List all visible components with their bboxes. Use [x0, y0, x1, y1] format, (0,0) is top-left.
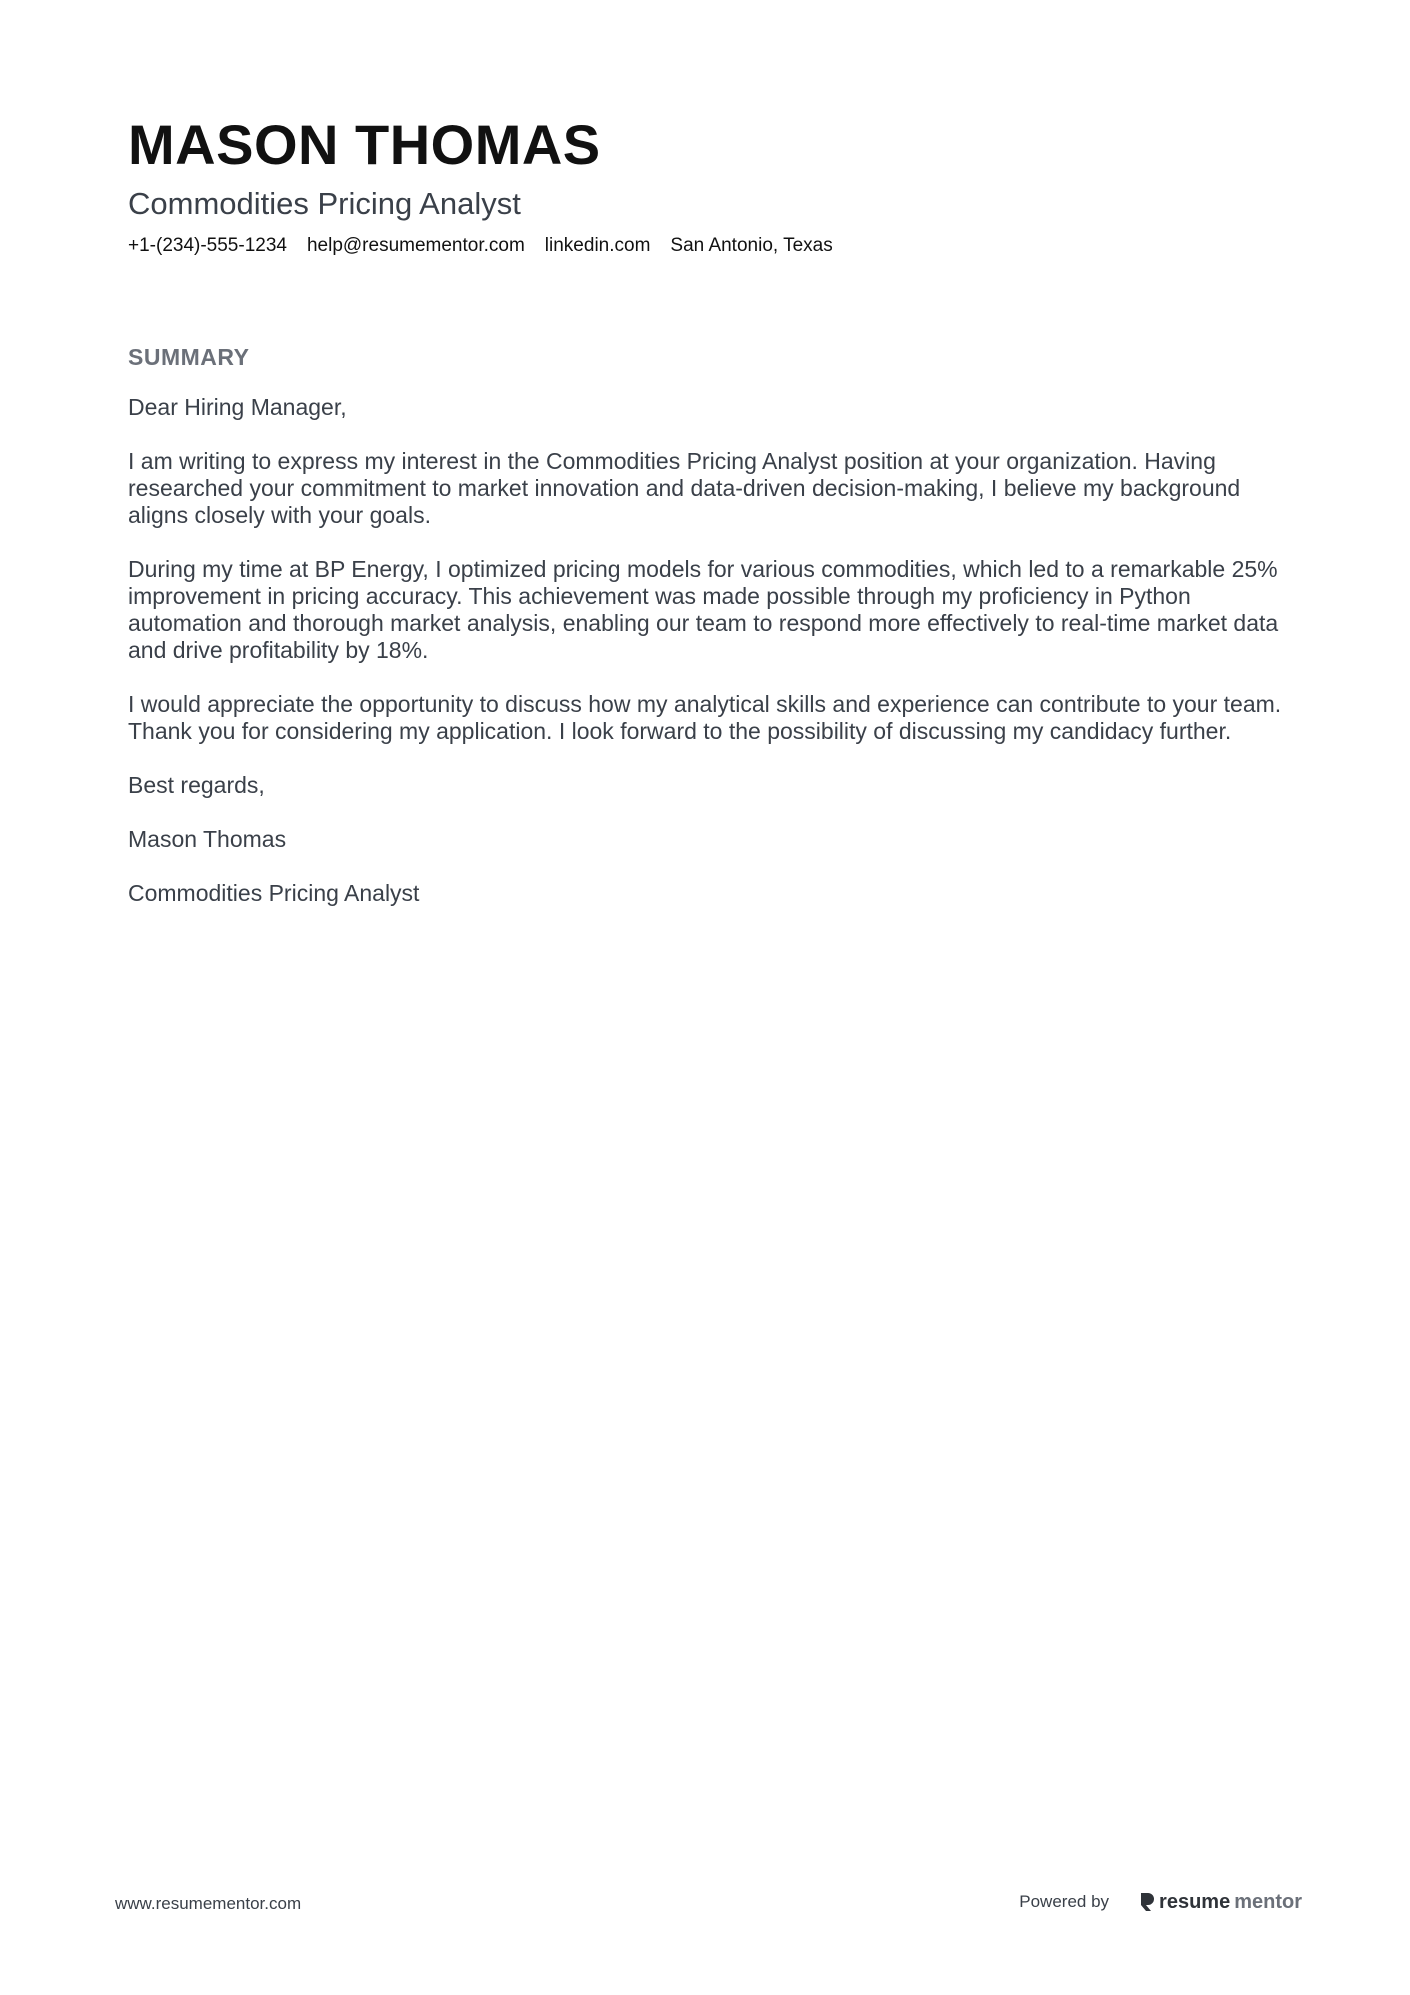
powered-by-label: Powered by: [1019, 1892, 1110, 1911]
phone-number: +1-(234)-555-1234: [128, 235, 287, 256]
signature-title: Commodities Pricing Analyst: [128, 880, 420, 906]
letter-paragraph: I would appreciate the opportunity to discuss how my analytical skills and experience can contribute to your team. Thank you for considering my application. I look forward to the possibility of discussing my candidacy further.: [128, 691, 1282, 744]
resumementor-logo-icon: [1139, 1892, 1155, 1912]
footer-website: www.resumementor.com: [115, 1894, 302, 1913]
salutation: Dear Hiring Manager,: [128, 394, 347, 420]
letter-body: [128, 394, 1298, 907]
summary-section: [128, 342, 1298, 934]
header: [128, 110, 1288, 258]
letter-paragraph: During my time at BP Energy, I optimized pricing models for various commodities, which led to a remarkable 25% improvement in pricing accuracy. This achievement was made possible through my proficiency in Python automation and thorough market analysis, enabling our team to respond more effectively to real-time market data and drive profitability by 18%.: [128, 556, 1279, 663]
job-title: Commodities Pricing Analyst: [128, 186, 521, 221]
brand-name-part2: mentor: [1234, 1891, 1302, 1913]
footer-branding: [1019, 1890, 1302, 1914]
contact-info: [128, 234, 1288, 258]
brand-logo: [1139, 1890, 1302, 1914]
brand-name-part1: resume: [1159, 1891, 1231, 1913]
signature-name: Mason Thomas: [128, 826, 287, 852]
candidate-name: MASON THOMAS: [128, 113, 601, 176]
email-address: help@resumementor.com: [306, 235, 525, 256]
section-heading-summary: SUMMARY: [128, 344, 250, 370]
location: San Antonio, Texas: [670, 235, 833, 256]
linkedin-link: linkedin.com: [544, 235, 651, 256]
letter-paragraph: I am writing to express my interest in the Commodities Pricing Analyst position at your organization. Having researched your commitment to market innovation and data-driven decision-making, I believe my background aligns closely with your goals.: [128, 448, 1241, 528]
closing: Best regards,: [128, 772, 265, 798]
